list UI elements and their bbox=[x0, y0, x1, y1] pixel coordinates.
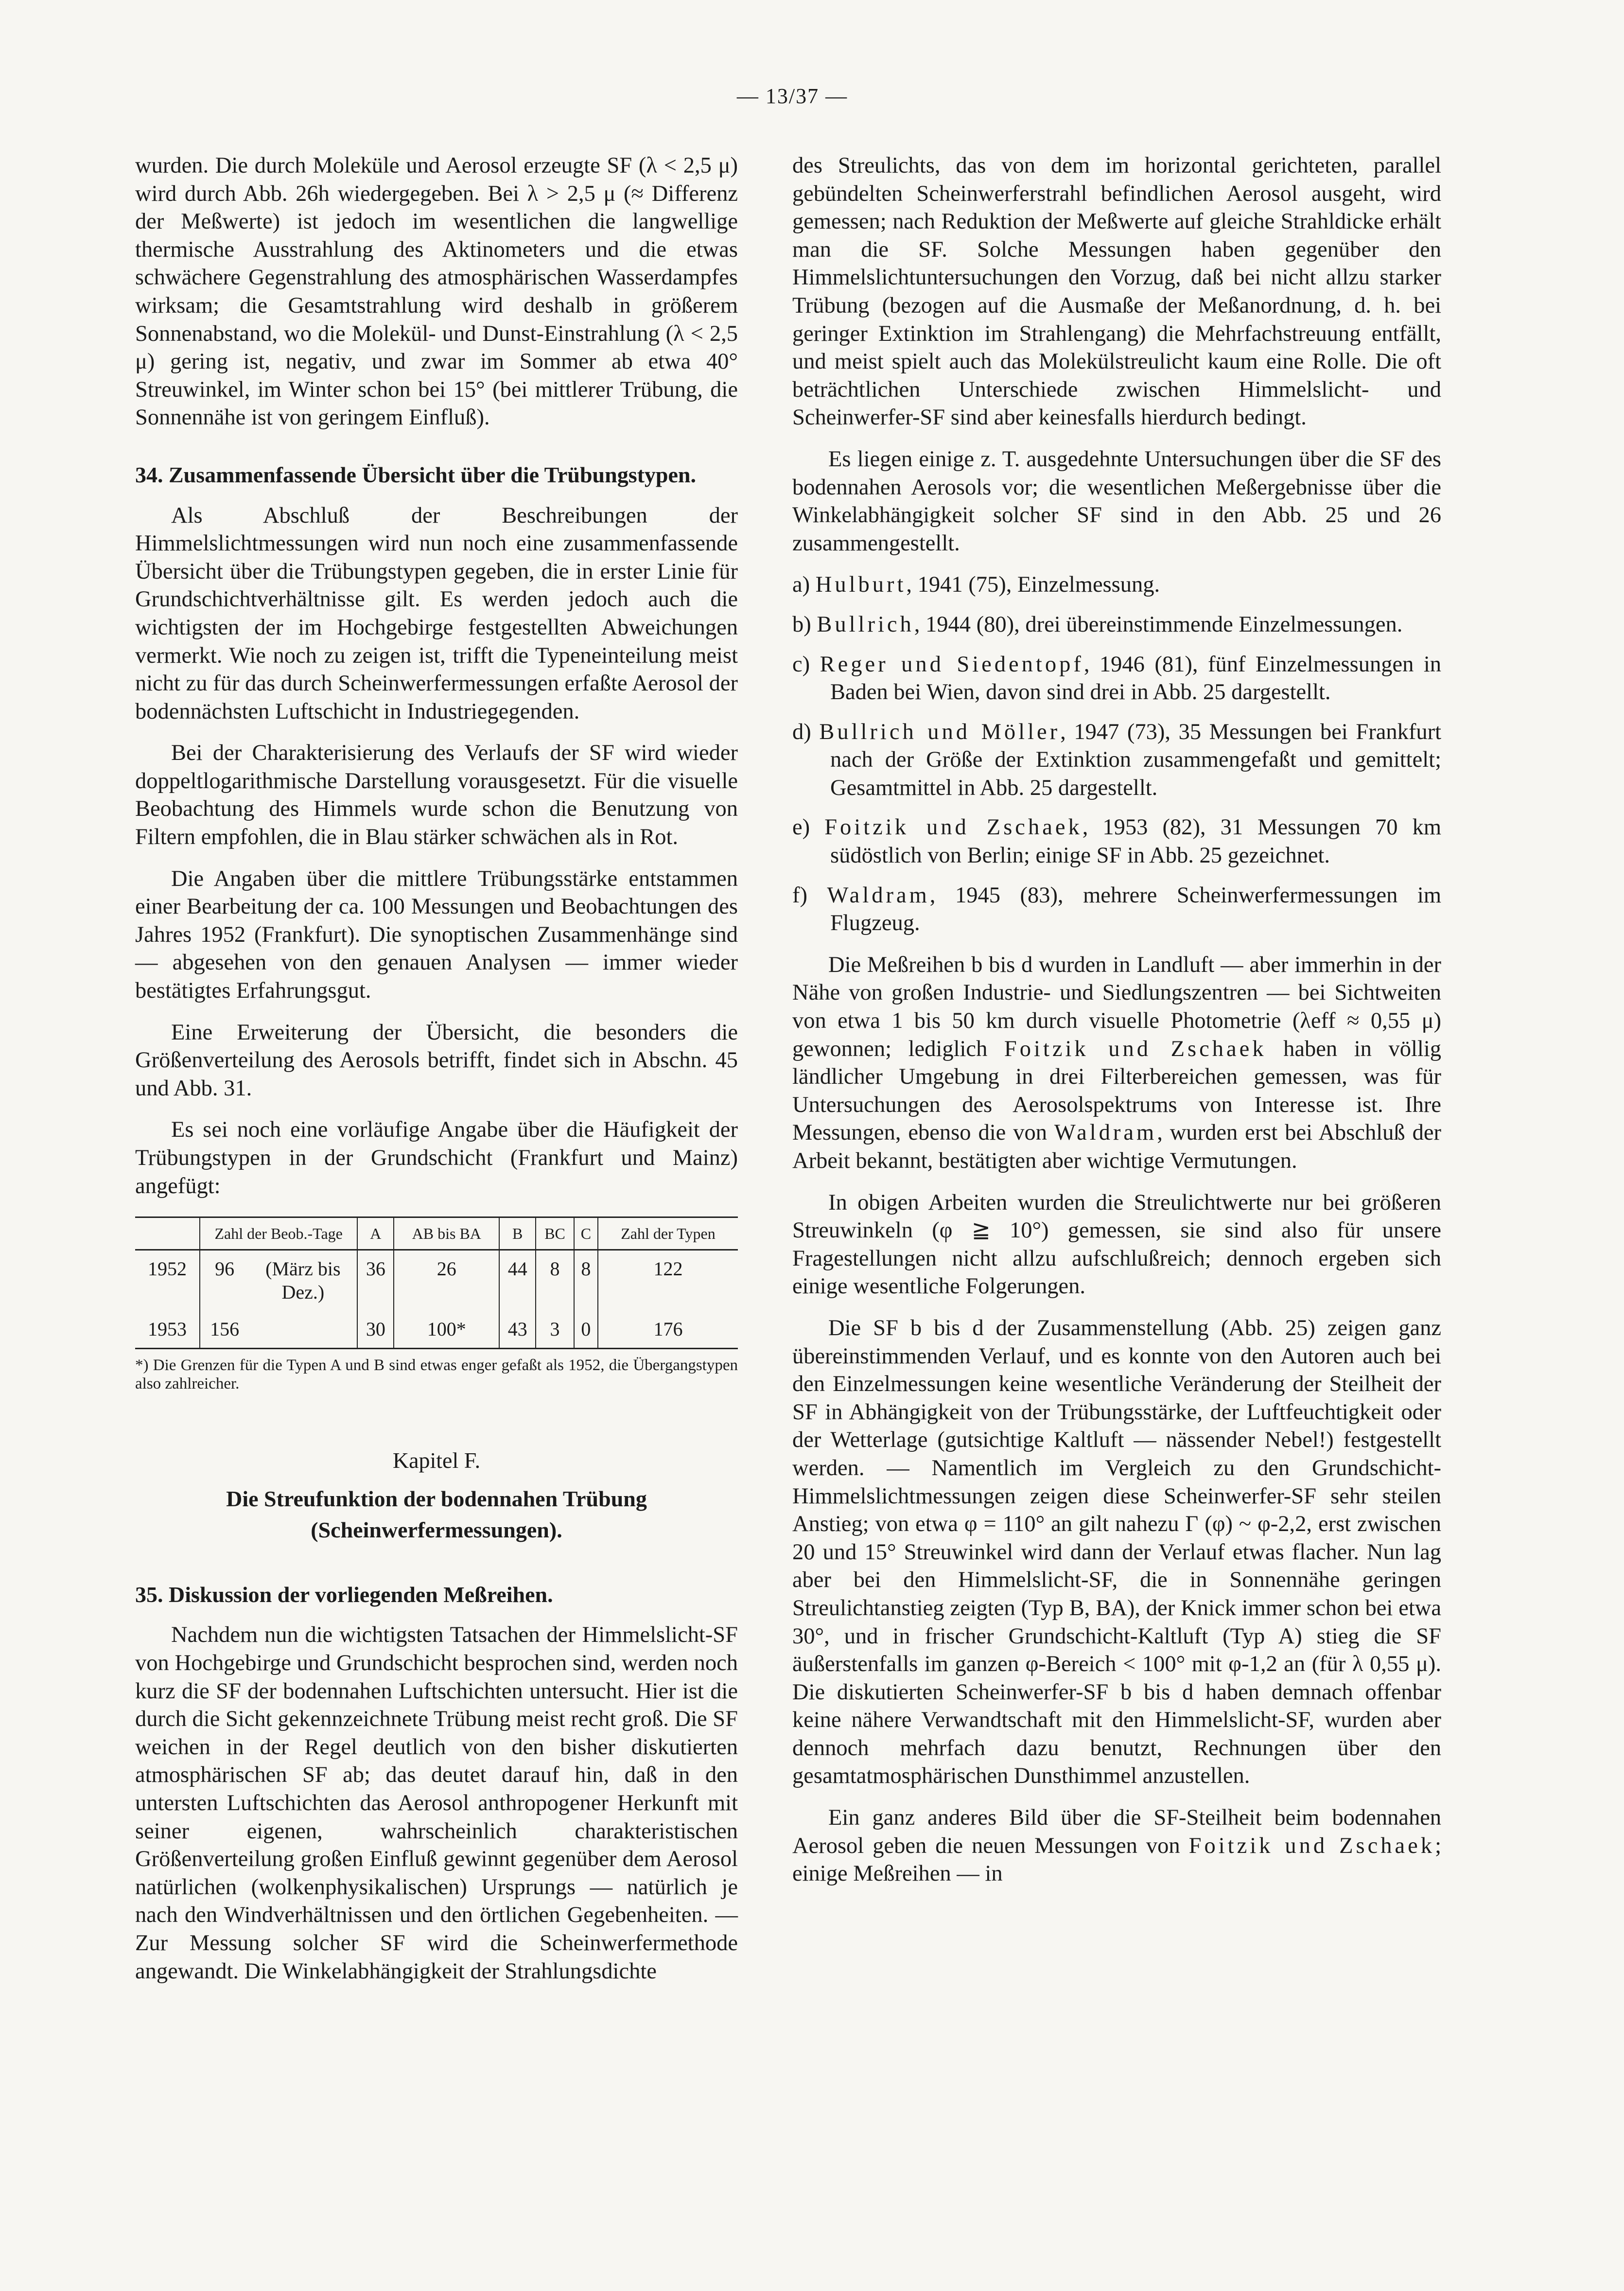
table-cell: 1952 bbox=[148, 1258, 187, 1280]
table-header: B bbox=[499, 1217, 536, 1250]
table-cell: 96 bbox=[200, 1250, 249, 1311]
table-cell: 8 bbox=[536, 1250, 574, 1311]
table-header bbox=[135, 1217, 200, 1250]
table-footnote: *) Die Grenzen für die Typen A und B sind etwas enger gefaßt als 1952, die Übergangstypen also zahlreicher. bbox=[135, 1357, 738, 1393]
table-cell: 36 bbox=[357, 1250, 394, 1311]
table-header: AB bis BA bbox=[394, 1217, 499, 1250]
paragraph: Eine Erweiterung der Übersicht, die besonders die Größenverteilung des Aerosols betrifft, findet sich in Abschn. 45 und Abb. 31. bbox=[135, 1020, 738, 1101]
reference-list bbox=[792, 571, 1441, 937]
table-cell: 156 bbox=[200, 1311, 249, 1349]
right-column bbox=[792, 152, 1441, 1902]
table-header: A bbox=[357, 1217, 394, 1250]
table-cell: 30 bbox=[357, 1311, 394, 1349]
table-header: C bbox=[574, 1217, 598, 1250]
list-item: f) Waldram, 1945 (83), mehrere Scheinwerfermessungen im Flugzeug. bbox=[792, 882, 1442, 936]
page-number: — 13/37 — bbox=[736, 84, 848, 108]
table-row bbox=[135, 1250, 738, 1311]
paragraph: Es liegen einige z. T. ausgedehnte Untersuchungen über die SF des bodennahen Aerosols vor; die wesentlichen Meßergebnisse über die Winkelabhängigkeit solcher SF sind in den Abb. 25 und 26 zusammengestellt. bbox=[792, 446, 1441, 556]
paragraph: des Streulichts, das von dem im horizontal gerichteten, parallel gebündelten Scheinwerferstrahl befindlichen Aerosol ausgeht, wird gemessen; nach Reduktion der Meßwerte auf gleiche Strahldicke erhält man die SF. Solche Messungen haben gegenüber den Himmelslichtuntersuchungen den Vorzug, daß bei nicht allzu starker Trübung (bezogen auf die Ausmaße der Meßanordnung, d. h. bei geringer Extinktion im Strahlengang) die Mehrfachstreuung entfällt, und meist spielt auch das Molekülstreulicht kaum eine Rolle. Die oft beträchtlichen Unterschiede zwischen Himmelslicht- und Scheinwerfer-SF sind aber keinesfalls hierdurch bedingt. bbox=[792, 153, 1441, 430]
paragraph: Nachdem nun die wichtigsten Tatsachen der Himmelslicht-SF von Hochgebirge und Grundschicht besprochen sind, werden noch kurz die SF der bodennahen Luftschichten untersucht. Hier ist die durch die Sicht gekennzeichnete Trübung meist recht groß. Die SF weichen in der Regel deutlich von den bisher diskutierten atmosphärischen SF ab; das deutet darauf hin, daß in den untersten Luftschichten das Aerosol anthropogener Herkunft mit seiner eigenen, wahrscheinlich charakteristischen Größenverteilung großen Einfluß gewinnt gegenüber dem Aerosol natürlichen (wolkenphysikalischen) Ursprungs — natürlich je nach den Windverhältnissen und den örtlichen Gegebenheiten. — Zur Messung solcher SF wird die Scheinwerfermethode angewandt. Die Winkelabhängigkeit der Strahlungsdichte bbox=[135, 1622, 738, 1984]
list-item: e) Foitzik und Zschaek, 1953 (82), 31 Messungen 70 km südöstlich von Berlin; einige SF in Abb. 25 gezeichnet. bbox=[792, 815, 1441, 868]
section-heading-35: 35. Diskussion der vorliegenden Meßreihen. bbox=[135, 1582, 553, 1607]
table-cell: 44 bbox=[499, 1250, 536, 1311]
table-cell: 100* bbox=[394, 1311, 499, 1349]
paragraph: Es sei noch eine vorläufige Angabe über die Häufigkeit der Trübungstypen in der Grundschicht (Frankfurt und Mainz) angefügt: bbox=[135, 1117, 738, 1198]
paragraph: Die SF b bis d der Zusammenstellung (Abb. 25) zeigen ganz übereinstimmenden Verlauf, und es konnte von den Autoren auch bei den Einzelmessungen keine wesentliche Veränderung der Steilheit der SF in Abhängigkeit von der Trübungsstärke, der Luftfeuchtigkeit oder der Wetterlage (gutsichtige Kaltluft — nässender Nebel!) festgestellt werden. — Namentlich im Vergleich zu den Grundschicht-Himmelslichtmessungen zeigen diese Scheinwerfer-SF sehr steilen Anstieg; von etwa φ = 110° an gilt nahezu Γ (φ) ~ φ-2,2, erst zwischen 20 und 15° Streuwinkel wird dann der Verlauf etwas flacher. Nun lag aber bei den Himmelslicht-SF, die in Sonnennähe geringen Streulichtanstieg zeigten (Typ B, BA), der Knick immer schon bei etwa 30°, und in frischer Grundschicht-Kaltluft (Typ A) stieg die SF äußerstenfalls im ganzen φ-Bereich < 100° mit φ-1,2 an (für λ 0,55 μ). Die diskutierten Scheinwerfer-SF b bis d haben demnach offenbar keine nähere Verwandtschaft mit den Himmelslicht-SF, wurden aber dennoch mehrfach dazu benutzt, Rechnungen über den gesamtatmosphärischen Dunsthimmel anzustellen. bbox=[792, 1315, 1441, 1789]
chapter-title-line: (Scheinwerfermessungen). bbox=[311, 1517, 562, 1542]
left-column bbox=[135, 152, 738, 1999]
frequency-table bbox=[135, 1216, 738, 1349]
table-cell: 8 bbox=[574, 1250, 598, 1311]
table-header: Zahl der Beob.-Tage bbox=[200, 1217, 357, 1250]
list-item: d) Bullrich und Möller, 1947 (73), 35 Messungen bei Frankfurt nach der Größe der Extinktion zusammengefaßt und gemittelt; Gesamtmittel in Abb. 25 dargestellt. bbox=[792, 719, 1441, 800]
list-item: b) Bullrich, 1944 (80), drei übereinstimmende Einzelmessungen. bbox=[792, 612, 1403, 637]
list-item: a) Hulburt, 1941 (75), Einzelmessung. bbox=[792, 572, 1160, 598]
table-cell: 1953 bbox=[148, 1318, 187, 1340]
table-cell: 3 bbox=[536, 1311, 574, 1349]
table-row bbox=[135, 1311, 738, 1349]
table-cell: 176 bbox=[598, 1311, 738, 1349]
paragraph: Bei der Charakterisierung des Verlaufs der SF wird wieder doppeltlogarithmische Darstellung vorausgesetzt. Für die visuelle Beobachtung des Himmels wurde schon die Benutzung von Filtern empfohlen, die in Blau stärker schwächen als in Rot. bbox=[135, 740, 738, 850]
table-cell: 0 bbox=[574, 1311, 598, 1349]
section-heading-34: 34. Zusammenfassende Übersicht über die Trübungstypen. bbox=[135, 462, 696, 487]
table-header: Zahl der Typen bbox=[598, 1217, 738, 1250]
table-header-row bbox=[135, 1217, 738, 1250]
table-cell bbox=[249, 1311, 357, 1349]
table-header: BC bbox=[536, 1217, 574, 1250]
table-cell: 26 bbox=[394, 1250, 499, 1311]
paragraph: Die Angaben über die mittlere Trübungsstärke entstammen einer Bearbeitung der ca. 100 Messungen und Beobachtungen des Jahres 1952 (Frankfurt). Die synoptischen Zusammenhänge sind — abgesehen von den genauen Analysen — immer wieder bestätigtes Erfahrungsgut. bbox=[135, 866, 738, 1004]
chapter-title-line: Die Streufunktion der bodennahen Trübung bbox=[226, 1486, 647, 1511]
list-item: c) Reger und Siedentopf, 1946 (81), fünf Einzelmessungen in Baden bei Wien, davon sind drei in Abb. 25 dargestellt. bbox=[792, 652, 1441, 705]
paragraph: In obigen Arbeiten wurden die Streulichtwerte nur bei größeren Streuwinkeln (φ ≧ 10°) gemessen, sie sind also für unsere Fragestellungen nicht allzu aufschlußreich; dennoch ergeben sich einige wesentliche Folgerungen. bbox=[792, 1190, 1441, 1299]
table-cell: (März bis Dez.) bbox=[265, 1258, 341, 1304]
chapter-label: Kapitel F. bbox=[392, 1448, 481, 1473]
paragraph: wurden. Die durch Moleküle und Aerosol erzeugte SF (λ < 2,5 μ) wird durch Abb. 26h wiedergegeben. Bei λ > 2,5 μ (≈ Differenz der Meßwerte) ist jedoch im wesentlichen die langwellige thermische Ausstrahlung des Aktinometers und die etwas schwächere Gegenstrahlung des atmosphärischen Wasserdampfes wirksam; die Gesamtstrahlung wird deshalb in größerem Sonnenabstand, wo die Molekül- und Dunst-Einstrahlung (λ < 2,5 μ) gering ist, negativ, und zwar im Sommer ab etwa 40° Streuwinkel, im Winter schon bei 15° (bei mittlerer Trübung, die Sonnennähe ist von geringem Einfluß). bbox=[135, 153, 738, 430]
paragraph: Die Meßreihen b bis d wurden in Landluft — aber immerhin in der Nähe von großen Industrie- und Siedlungszentren — bei Sichtweiten von etwa 1 bis 50 km durch visuelle Photometrie (λeff ≈ 0,55 μ) gewonnen; lediglich Foitzik und Zschaek haben in völlig ländlicher Umgebung in drei Filterbereichen gemessen, was für Untersuchungen des Aerosolspektrums von Interesse ist. Ihre Messungen, ebenso die von Waldram, wurden erst bei Abschluß der Arbeit bekannt, bestätigten aber wichtige Vermutungen. bbox=[792, 952, 1442, 1173]
paragraph: Ein ganz anderes Bild über die SF-Steilheit beim bodennahen Aerosol geben die neuen Messungen von Foitzik und Zschaek; einige Meßreihen — in bbox=[792, 1805, 1441, 1886]
chapter-title bbox=[135, 1483, 738, 1546]
table-cell: 43 bbox=[499, 1311, 536, 1349]
table-cell: 122 bbox=[598, 1250, 738, 1311]
paragraph: Als Abschluß der Beschreibungen der Himmelslichtmessungen wird nun noch eine zusammenfassende Übersicht über die Trübungstypen gegeben, die in erster Linie für Grundschichtverhältnisse gilt. Es werden jedoch auch die wichtigsten der im Hochgebirge festgestellten Abweichungen vermerkt. Wie noch zu zeigen ist, trifft die Typeneinteilung meist nicht zu für das durch Scheinwerfermessungen erfaßte Aerosol der bodennächsten Luftschicht in Industriegegenden. bbox=[135, 503, 738, 724]
